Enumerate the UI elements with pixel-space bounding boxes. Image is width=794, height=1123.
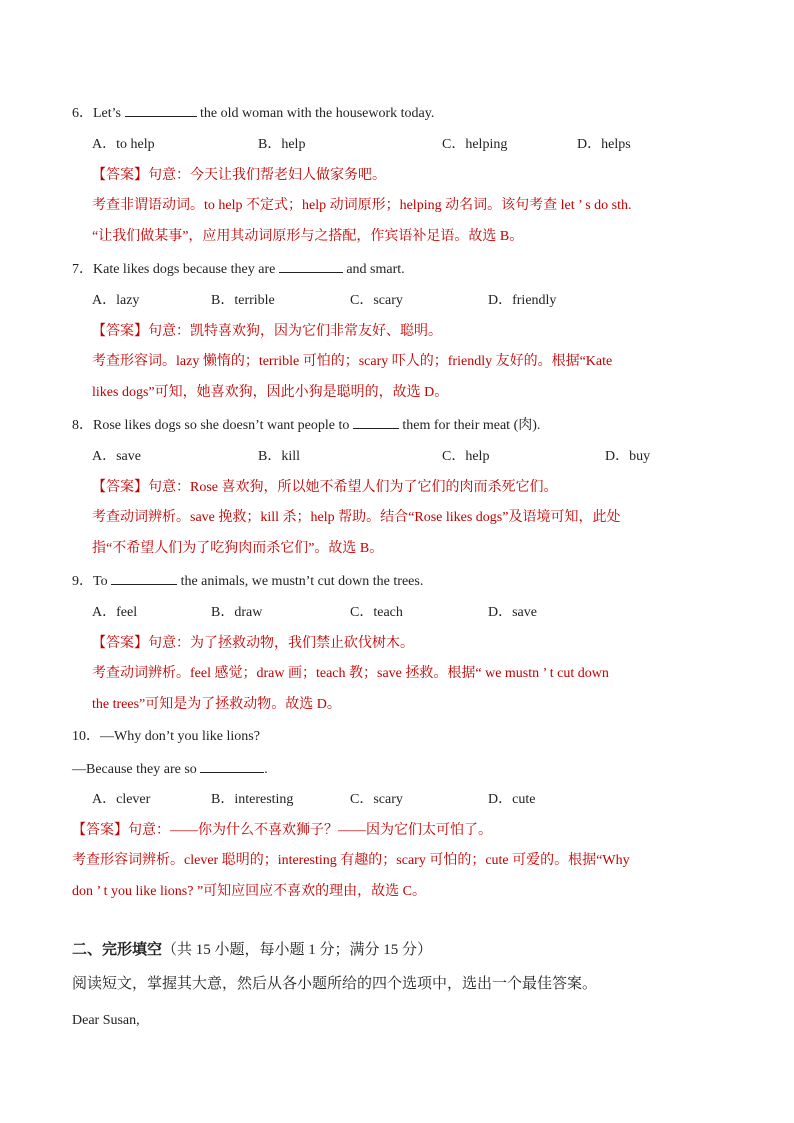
answer-analysis: 考查形容词。lazy 懒惰的；terrible 可怕的；scary 吓人的；friendly 友好的。根据“Kate xyxy=(92,354,613,369)
option-a: A．to help xyxy=(92,137,155,152)
option-d: D．friendly xyxy=(488,293,557,308)
answer-blank xyxy=(200,760,264,773)
answer-analysis: the trees”可知是为了拯救动物。故选 D。 xyxy=(92,697,341,712)
answer-tag: 【答案】 xyxy=(92,167,148,183)
section-title: 二、完形填空 xyxy=(72,942,163,958)
option-c: C．scary xyxy=(350,293,403,308)
question-9-stem xyxy=(72,572,423,591)
option-a: A．save xyxy=(92,449,141,464)
option-a: A．feel xyxy=(92,605,138,620)
answer-explanation xyxy=(92,166,386,185)
question-number: 7． xyxy=(72,262,93,277)
option-a: A．lazy xyxy=(92,293,140,308)
question-number: 9． xyxy=(72,574,93,589)
answer-text: 句意：——你为什么不喜欢狮子？——因为它们太可怕了。 xyxy=(128,823,492,838)
question-number: 10． xyxy=(72,729,100,744)
answer-tag: 【答案】 xyxy=(92,323,148,339)
answer-blank xyxy=(111,572,177,585)
stem-text: Kate likes dogs because they are xyxy=(93,262,276,277)
answer-analysis: 考查动词辨析。save 挽救；kill 杀；help 帮助。结合“Rose likes dogs”及语境可知，此处 xyxy=(92,510,621,525)
answer-explanation xyxy=(92,634,414,653)
option-c: C．helping xyxy=(442,137,508,152)
stem-text: . xyxy=(264,762,268,777)
question-10-stem xyxy=(72,728,260,746)
option-a: A．clever xyxy=(92,792,151,807)
stem-text: To xyxy=(93,574,108,589)
question-number: 6． xyxy=(72,106,93,121)
answer-analysis: 考查动词辨析。feel 感觉；draw 画；teach 教；save 拯救。根据“ we mustn ’ t cut down xyxy=(92,666,609,681)
stem-text: and smart. xyxy=(346,262,405,277)
option-b: B．draw xyxy=(211,605,263,620)
letter-greeting: Dear Susan, xyxy=(72,1013,140,1028)
stem-text: the animals, we mustn’t cut down the trees. xyxy=(180,574,424,589)
question-number: 8． xyxy=(72,418,93,433)
stem-text: —Why don’t you like lions? xyxy=(100,729,260,744)
question-7-stem xyxy=(72,260,405,279)
section-note: （共 15 小题，每小题 1 分；满分 15 分） xyxy=(162,942,433,958)
stem-text: them for their meat (肉). xyxy=(402,418,541,433)
answer-explanation xyxy=(92,478,558,497)
answer-blank xyxy=(353,416,399,429)
option-d: D．save xyxy=(488,605,537,620)
option-c: C．help xyxy=(442,449,490,464)
answer-explanation xyxy=(92,322,442,341)
question-10-response xyxy=(72,760,268,779)
answer-tag: 【答案】 xyxy=(92,635,148,651)
answer-text: 句意：为了拯救动物，我们禁止砍伐树木。 xyxy=(148,636,414,651)
answer-tag: 【答案】 xyxy=(92,479,148,495)
option-c: C．teach xyxy=(350,605,403,620)
answer-text: 句意：今天让我们帮老妇人做家务吧。 xyxy=(148,168,386,183)
answer-analysis: 指“不希望人们为了吃狗肉而杀它们”。故选 B。 xyxy=(92,541,384,556)
answer-explanation xyxy=(72,821,492,840)
option-d: D．helps xyxy=(577,137,631,152)
option-d: D．buy xyxy=(605,449,651,464)
answer-blank xyxy=(125,104,197,117)
answer-analysis: likes dogs”可知，她喜欢狗，因此小狗是聪明的，故选 D。 xyxy=(92,385,449,400)
answer-analysis: don ’ t you like lions? ”可知应回应不喜欢的理由，故选 C。 xyxy=(72,884,426,899)
section-instruction: 阅读短文，掌握其大意，然后从各小题所给的四个选项中，选出一个最佳答案。 xyxy=(72,976,598,992)
stem-text: Rose likes dogs so she doesn’t want people to xyxy=(93,418,350,433)
answer-tag: 【答案】 xyxy=(72,822,128,838)
answer-text: 句意：凯特喜欢狗，因为它们非常友好、聪明。 xyxy=(148,324,442,339)
question-8-stem xyxy=(72,416,540,435)
answer-analysis: 考查形容词辨析。clever 聪明的；interesting 有趣的；scary 可怕的；cute 可爱的。根据“Why xyxy=(72,853,630,868)
stem-text: the old woman with the housework today. xyxy=(200,106,435,121)
stem-text: —Because they are so xyxy=(72,762,197,777)
section-heading xyxy=(72,940,432,960)
answer-blank xyxy=(279,260,343,273)
question-6-stem xyxy=(72,104,434,123)
option-d: D．cute xyxy=(488,792,536,807)
option-b: B．help xyxy=(258,137,306,152)
stem-text: Let’s xyxy=(93,106,121,121)
answer-analysis: “让我们做某事”，应用其动词原形与之搭配，作宾语补足语。故选 B。 xyxy=(92,229,524,244)
option-b: B．kill xyxy=(258,449,301,464)
option-b: B．terrible xyxy=(211,293,275,308)
answer-analysis: 考查非谓语动词。to help 不定式；help 动词原形；helping 动名词。该句考查 let ’ s do sth. xyxy=(92,198,632,213)
option-b: B．interesting xyxy=(211,792,294,807)
option-c: C．scary xyxy=(350,792,403,807)
answer-text: 句意：Rose 喜欢狗，所以她不希望人们为了它们的肉而杀死它们。 xyxy=(148,480,558,495)
